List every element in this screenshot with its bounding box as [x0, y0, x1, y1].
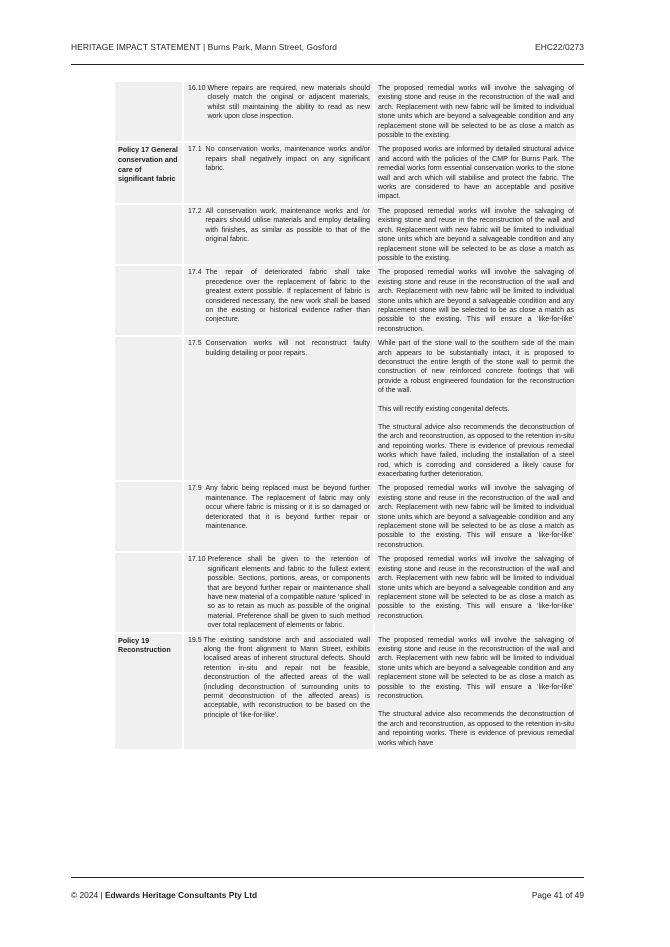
- requirement-cell: [184, 482, 373, 551]
- response-paragraph: The proposed remedial works will involve the salvaging of existing stone and reuse in the reconstruction of the wall and arch. Replacement with new fabric will be limited to individual stone units which are beyond a salvageable condition and any replacement stone will be selected to be as close a match as possible to the existing.: [378, 207, 574, 262]
- table-row: [115, 553, 576, 631]
- document-reference: EHC22/0273: [535, 42, 584, 52]
- requirement-cell: [184, 634, 373, 749]
- requirement-text: Preference shall be given to the retention of significant elements and fabric to the fullest extent possible. Sections, portions, areas, or components that are beyond further repair or maintenance shall have new material of a compatible nature ‘spliced’ in so as to retain as much as possible of the original material. Preference shall be given to such method over total replacement of elements or fabric.: [207, 556, 370, 630]
- requirement-text: Where repairs are required, new materials should closely match the original or adjacent materials, whilst still maintaining the ability to read as new work upon close inspection.: [207, 85, 370, 121]
- requirement-text: The existing sandstone arch and associated wall along the front alignment to Mann Street, exhibits localised areas of inherent structural defects. Should retention in-situ and repair not be feasible, deconstruction of the affected areas of the wall (including deconstruction of surrounding units to permit deconstruction of the affected areas) is acceptable, with reconstruction to be based on the principle of ‘like-for-like’.: [203, 636, 370, 719]
- policy-cell: [115, 82, 182, 141]
- requirement-number: 17.4: [188, 269, 206, 277]
- requirement-cell: [184, 553, 373, 631]
- table-row: [115, 482, 576, 551]
- requirement-item: [188, 636, 370, 721]
- table-row: [115, 205, 576, 264]
- response-paragraph: The proposed remedial works will involve the salvaging of existing stone and reuse in the reconstruction of the wall and arch. Replacement with new fabric will be limited to individual stone units which are beyond a salvageable condition and any replacement stone will be selected to be as close a match as possible to the existing.: [378, 85, 574, 140]
- table-row: [115, 337, 576, 480]
- page-footer: [71, 890, 584, 904]
- requirement-number: 16.10: [188, 85, 208, 92]
- response-cell: [375, 634, 576, 749]
- footer-rule: [71, 877, 584, 878]
- table-row: [115, 143, 576, 202]
- response-cell: [375, 266, 576, 335]
- response-paragraph: The proposed remedial works will involve the salvaging of existing stone and reuse in the reconstruction of the wall and arch. Replacement with new fabric will be limited to individual stone units which are beyond a salvageable condition and any replacement stone will be selected to be as close a match as possible to the existing. This will ensure a ‘like-for-like’ reconstruction.: [378, 269, 574, 333]
- response-cell: [375, 82, 576, 141]
- requirement-item: [188, 207, 370, 245]
- requirement-text: All conservation work, maintenance works and /or repairs should utilise materials and employ detailing with finishes, as similar as possible to that of the original fabric.: [205, 207, 370, 244]
- policy-cell: [115, 337, 182, 480]
- response-cell: [375, 337, 576, 480]
- response-paragraph: The structural advice also recommends the deconstruction of the arch and reconstruction, as opposed to the retention in-situ and repointing works. There is evidence of previous remedial works which have failed, including the installation of a steel rod, which is corroding and considered a likely cause for exacerbating further deterioration.: [378, 424, 574, 479]
- requirement-text: Any fabric being replaced must be beyond further maintenance. The replacement of fabric may only occur where fabric is missing or it is so damaged or deteriorated that it is beyond further repair or maintenance.: [205, 485, 370, 531]
- requirement-item: [188, 555, 370, 630]
- response-cell: [375, 553, 576, 631]
- company-name: Edwards Heritage Consultants Pty Ltd: [104, 890, 258, 900]
- policy-cell: [115, 482, 182, 551]
- response-paragraph: This will rectify existing congenital defects.: [378, 405, 510, 413]
- copyright-text: © 2024 |: [71, 890, 103, 900]
- footer-copyright: [71, 890, 257, 900]
- requirement-text: No conservation works, maintenance works and/or repairs shall negatively impact on any significant fabric.: [205, 146, 370, 173]
- policy-cell: Policy 19 Reconstruction: [115, 634, 182, 749]
- response-cell: [375, 205, 576, 264]
- requirement-number: 17.1: [188, 146, 206, 154]
- response-paragraph: The proposed remedial works will involve the salvaging of existing stone and reuse in the reconstruction of the wall and arch. Replacement with new fabric will be limited to individual stone units which are beyond a salvageable condition and any replacement stone will be selected to be as close a match as possible to the existing. This will ensure a ‘like-for-like’ reconstruction.: [378, 556, 574, 620]
- table-row: [115, 266, 576, 335]
- requirement-text: The repair of deteriorated fabric shall take precedence over the replacement of fabric to the greatest extent possible. If replacement of fabric is considered necessary, the new work shall be based on the existing or historical evidence rather than conjecture.: [205, 269, 370, 324]
- response-paragraph: The structural advice also recommends the deconstruction of the arch and reconstruction, as opposed to the retention in-situ and repointing works. There is evidence of previous remedial works which have: [378, 711, 574, 747]
- requirement-cell: [184, 82, 373, 141]
- requirement-cell: [184, 337, 373, 480]
- requirement-number: 17.9: [188, 485, 206, 493]
- document-title: HERITAGE IMPACT STATEMENT | Burns Park, Mann Street, Gosford: [71, 42, 337, 52]
- requirement-number: 17.5: [188, 340, 206, 348]
- requirement-number: 17.2: [188, 207, 206, 215]
- page-header: [71, 40, 584, 56]
- response-paragraph: While part of the stone wall to the southern side of the main arch appears to be substantially intact, it is proposed to deconstruct the entire length of the stone wall to permit the construction of new reinforced concrete footings that will provide a robust engineered foundation for the reconstruction of the wall.: [378, 340, 574, 395]
- response-paragraph: The proposed remedial works will involve the salvaging of existing stone and reuse in the reconstruction of the wall and arch. Replacement with new fabric will be limited to individual stone units which are beyond a salvageable condition and any replacement stone will be selected to be as close a match as possible to the existing. This will ensure a ‘like-for-like’ reconstruction.: [378, 485, 574, 549]
- policy-cell: [115, 553, 182, 631]
- requirement-item: [188, 484, 370, 531]
- requirement-cell: [184, 266, 373, 335]
- response-paragraph: The proposed works are informed by detailed structural advice and accord with the policies of the CMP for Burns Park. The remedial works form essential conservation works to the stone wall and arch which will stabilise and protect the fabric. The works are considered to have an acceptable and positive impact.: [378, 146, 574, 201]
- policy-cell: [115, 205, 182, 264]
- response-cell: [375, 143, 576, 202]
- table-row: [115, 634, 576, 749]
- requirement-cell: [184, 205, 373, 264]
- requirement-cell: [184, 143, 373, 202]
- requirement-number: 17.10: [188, 556, 208, 564]
- response-cell: [375, 482, 576, 551]
- policy-table: [113, 80, 578, 751]
- requirement-number: 19.5: [188, 636, 204, 644]
- policy-table-body: [115, 82, 576, 749]
- table-row: [115, 82, 576, 141]
- requirement-item: [188, 268, 370, 324]
- requirement-item: [188, 339, 370, 358]
- page-number: Page 41 of 49: [531, 890, 584, 900]
- requirement-item: [188, 145, 370, 173]
- policy-cell: [115, 266, 182, 335]
- policy-cell: Policy 17 General conservation and care of significant fabric: [115, 143, 182, 202]
- requirement-text: Conservation works will not reconstruct faulty building detailing or poor repairs.: [205, 340, 370, 357]
- response-paragraph: The proposed remedial works will involve the salvaging of existing stone and reuse in the reconstruction of the wall and arch. Replacement with new fabric will be limited to individual stone units which are beyond a salvageable condition and any replacement stone will be selected to be as close a match as possible to the existing. This will ensure a ‘like-for-like’ reconstruction.: [378, 636, 574, 700]
- requirement-item: [188, 84, 370, 122]
- header-rule: [71, 64, 584, 65]
